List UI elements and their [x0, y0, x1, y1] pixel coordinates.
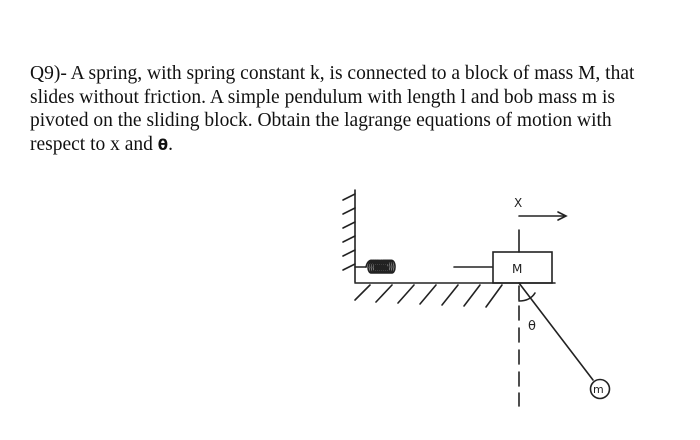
- x-label: X: [514, 196, 523, 210]
- theta-symbol: θ: [157, 135, 169, 154]
- wall-hatching: [343, 194, 355, 270]
- question-line-4-text: respect to x and: [30, 133, 158, 155]
- floor-hatching: [355, 285, 502, 307]
- block-label: M: [512, 262, 523, 276]
- question-line-3: pivoted on the sliding block. Obtain the lagrange equations of motion with: [30, 110, 612, 131]
- question-line-4-period: .: [168, 133, 173, 155]
- block: [493, 252, 552, 283]
- question-line-1: Q9)- A spring, with spring constant k, is connected to a block of mass M, that: [30, 63, 635, 84]
- bob-label: m: [593, 383, 604, 396]
- question-line-2: slides without friction. A simple pendulum with length l and bob mass m is: [30, 86, 615, 108]
- angle-label: θ: [528, 319, 536, 334]
- spring: [355, 260, 492, 273]
